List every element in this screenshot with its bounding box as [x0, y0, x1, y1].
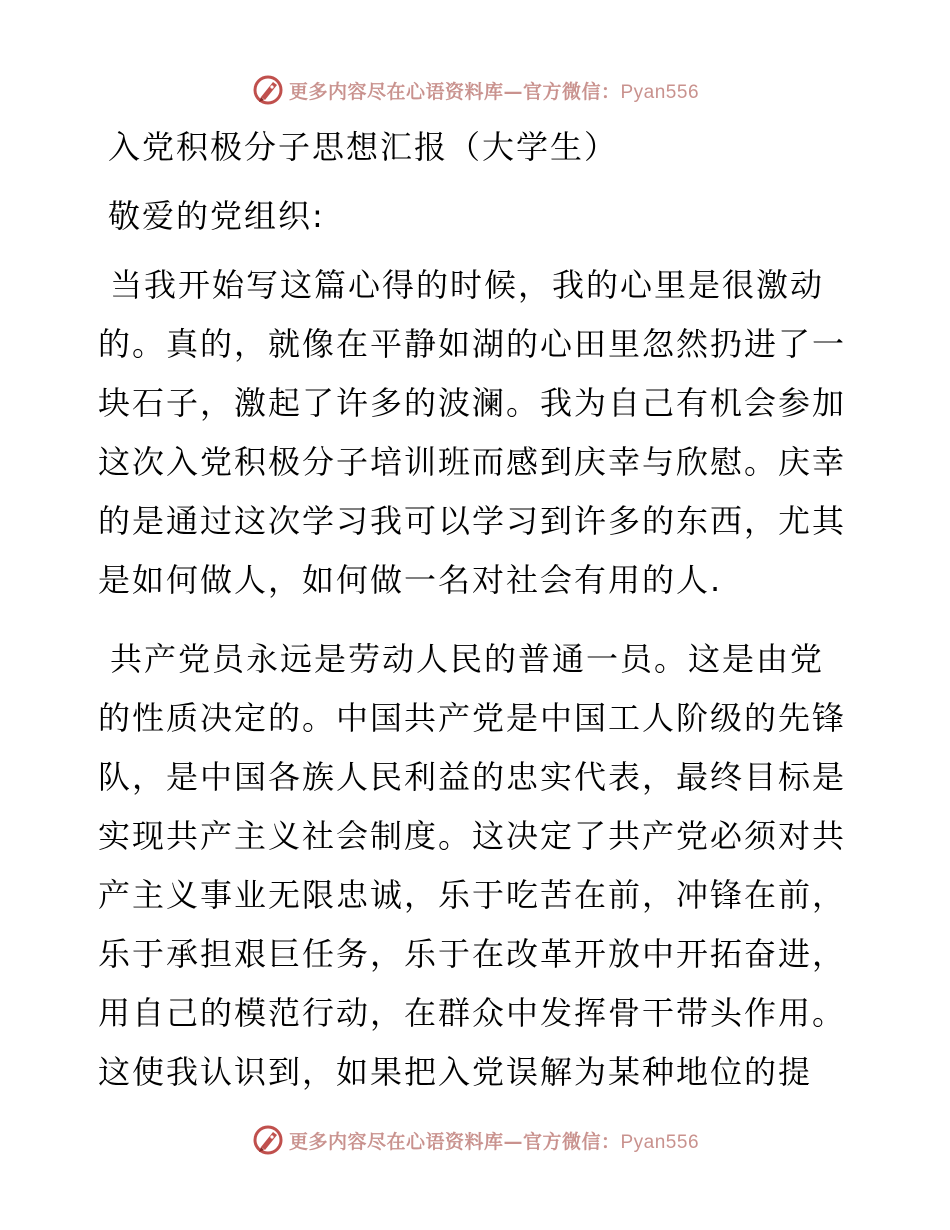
paragraph-line: 的性质决定的。中国共产党是中国工人阶级的先锋 — [98, 699, 847, 737]
paragraph-1 — [98, 256, 868, 610]
watermark-text: 更多内容尽在心语资料库—官方微信：Pyan556 — [288, 80, 700, 103]
salutation: 敬爱的党组织: — [108, 197, 325, 235]
paragraph-line: 当我开始写这篇心得的时候，我的心里是很激动 — [110, 266, 825, 304]
pen-nib-logo-icon — [251, 73, 285, 107]
paragraph-line: 这使我认识到，如果把入党误解为某种地位的提 — [98, 1053, 813, 1091]
paragraph-line: 队，是中国各族人民利益的忠实代表，最终目标是 — [98, 758, 847, 796]
document-body — [98, 118, 868, 1102]
paragraph-line: 乐于承担艰巨任务，乐于在改革开放中开拓奋进， — [98, 935, 847, 973]
paragraph-2 — [98, 630, 868, 1102]
paragraph-line: 这次入党积极分子培训班而感到庆幸与欣慰。庆幸 — [98, 443, 847, 481]
paragraph-line: 的是通过这次学习我可以学习到许多的东西，尤其 — [98, 502, 847, 540]
paragraph-line: 用自己的模范行动，在群众中发挥骨干带头作用。 — [98, 994, 847, 1032]
watermark-banner-top — [0, 70, 950, 110]
paragraph-line: 实现共产主义社会制度。这决定了共产党必须对共 — [98, 817, 847, 855]
paragraph-line: 产主义事业无限忠诚，乐于吃苦在前，冲锋在前， — [98, 876, 847, 914]
paragraph-line: 块石子，激起了许多的波澜。我为自己有机会参加 — [98, 384, 847, 422]
paragraph-line: 共产党员永远是劳动人民的普通一员。这是由党 — [110, 640, 825, 678]
watermark-banner-bottom — [0, 1120, 950, 1160]
pen-nib-logo-icon — [251, 1123, 285, 1157]
paragraph-line: 是如何做人，如何做一名对社会有用的人. — [98, 561, 723, 599]
watermark-text: 更多内容尽在心语资料库—官方微信：Pyan556 — [288, 1130, 700, 1153]
paragraph-line: 的。真的，就像在平静如湖的心田里忽然扔进了一 — [98, 325, 847, 363]
document-title: 入党积极分子思想汇报（大学生） — [108, 128, 619, 166]
